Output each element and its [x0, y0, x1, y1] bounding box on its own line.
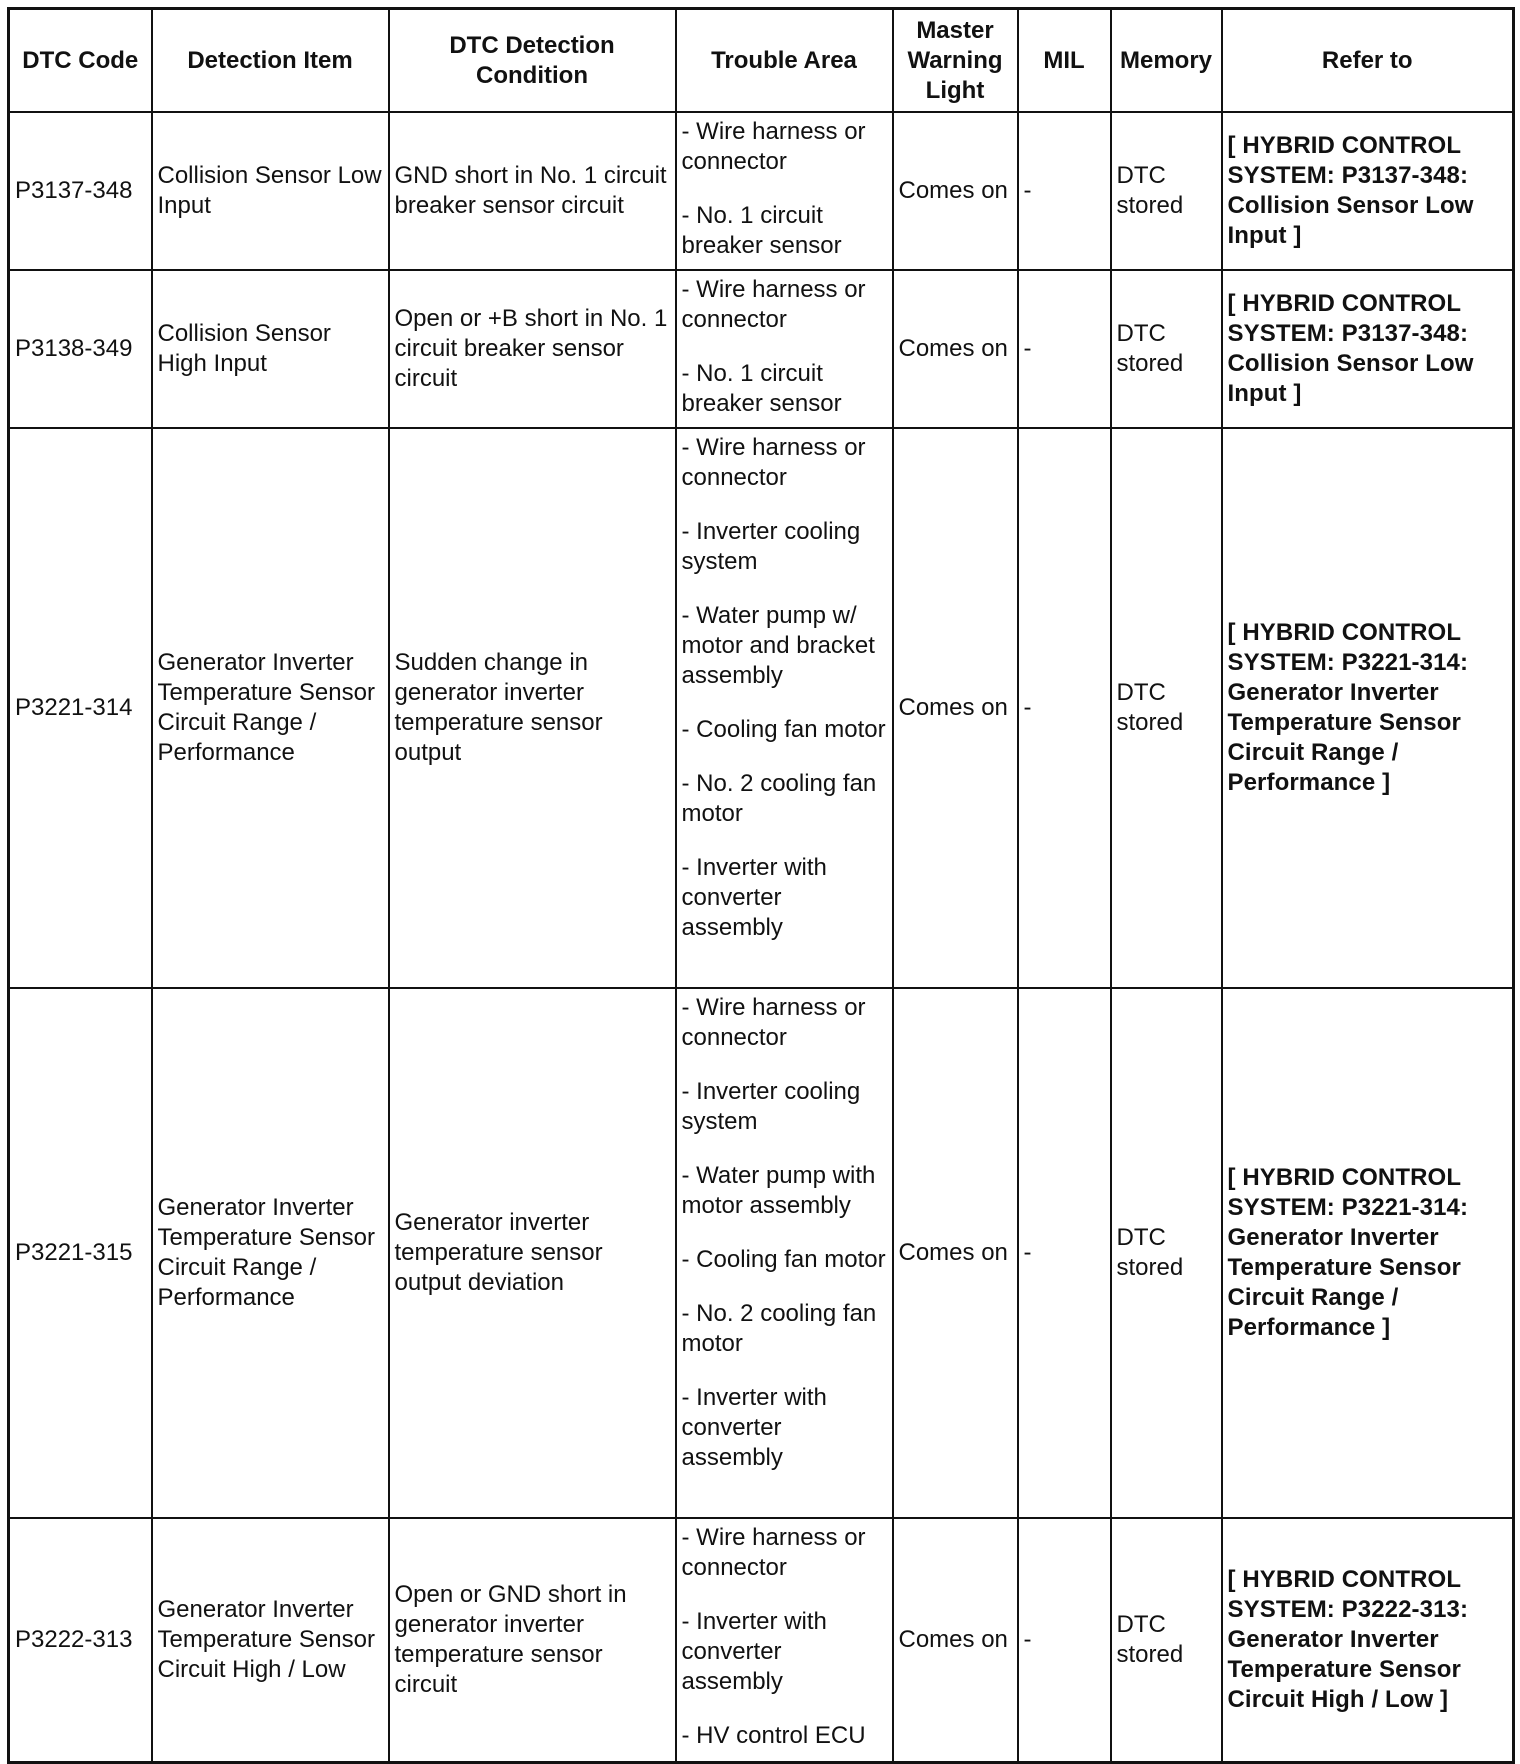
trouble-area-item: - Wire harness or connector [681, 994, 866, 1051]
detection-condition-cell: Generator inverter temperature sensor output deviation [389, 988, 676, 1518]
detection-condition-cell: Open or +B short in No. 1 circuit breaker sensor circuit [389, 270, 676, 428]
master-warning-cell: Comes on [893, 1518, 1018, 1762]
mil-cell: - [1018, 428, 1111, 988]
mil-cell: - [1018, 1518, 1111, 1762]
detection-item-cell: Collision Sensor High Input [152, 270, 389, 428]
master-warning-cell: Comes on [893, 270, 1018, 428]
header-detection-item: Detection Item [152, 9, 389, 113]
dtc-table [7, 7, 1515, 1764]
detection-condition-cell: Open or GND short in generator inverter temperature sensor circuit [389, 1518, 676, 1762]
trouble-area-item: - Inverter cooling system [681, 518, 861, 575]
trouble-area-item: - Inverter with converter assembly [681, 1608, 827, 1695]
trouble-area-item: - No. 2 cooling fan motor [681, 770, 877, 827]
dtc-code-cell: P3221-315 [9, 988, 152, 1518]
trouble-area-item: - Wire harness or connector [681, 276, 866, 333]
trouble-area-item: - No. 2 cooling fan motor [681, 1300, 877, 1357]
trouble-area-cell [676, 112, 893, 270]
header-row [9, 9, 1514, 113]
header-master-warning-light: Master Warning Light [893, 9, 1018, 113]
table-row [9, 1518, 1514, 1762]
trouble-area-item: - Wire harness or connector [681, 434, 866, 491]
header-trouble-area: Trouble Area [676, 9, 893, 113]
memory-cell: DTC stored [1111, 428, 1222, 988]
mil-cell: - [1018, 270, 1111, 428]
memory-cell: DTC stored [1111, 988, 1222, 1518]
master-warning-cell: Comes on [893, 428, 1018, 988]
detection-item-cell: Collision Sensor Low Input [152, 112, 389, 270]
memory-cell: DTC stored [1111, 112, 1222, 270]
trouble-area-item: - Cooling fan motor [681, 1246, 886, 1273]
memory-cell: DTC stored [1111, 1518, 1222, 1762]
header-memory: Memory [1111, 9, 1222, 113]
trouble-area-cell [676, 270, 893, 428]
table-row [9, 270, 1514, 428]
trouble-area-cell [676, 1518, 893, 1762]
trouble-area-item: - Water pump w/ motor and bracket assembly [681, 602, 875, 689]
dtc-code-cell: P3222-313 [9, 1518, 152, 1762]
trouble-area-item: - Water pump with motor assembly [681, 1162, 876, 1219]
mil-cell: - [1018, 112, 1111, 270]
header-refer-to: Refer to [1222, 9, 1514, 113]
table-row [9, 428, 1514, 988]
trouble-area-item: - No. 1 circuit breaker sensor [681, 202, 842, 259]
trouble-area-item: - Inverter with converter assembly [681, 1384, 827, 1471]
trouble-area-item: - Cooling fan motor [681, 716, 886, 743]
detection-condition-cell: GND short in No. 1 circuit breaker sensor circuit [389, 112, 676, 270]
trouble-area-item: - Inverter cooling system [681, 1078, 861, 1135]
refer-to-link[interactable]: [ HYBRID CONTROL SYSTEM: P3137-348: Collision Sensor Low Input ] [1222, 270, 1514, 428]
mil-cell: - [1018, 988, 1111, 1518]
refer-to-link[interactable]: [ HYBRID CONTROL SYSTEM: P3221-314: Generator Inverter Temperature Sensor Circuit Range / Performance ] [1222, 428, 1514, 988]
refer-to-link[interactable]: [ HYBRID CONTROL SYSTEM: P3221-314: Generator Inverter Temperature Sensor Circuit Range / Performance ] [1222, 988, 1514, 1518]
master-warning-cell: Comes on [893, 988, 1018, 1518]
dtc-code-cell: P3221-314 [9, 428, 152, 988]
trouble-area-cell [676, 428, 893, 988]
trouble-area-cell [676, 988, 893, 1518]
memory-cell: DTC stored [1111, 270, 1222, 428]
detection-item-cell: Generator Inverter Temperature Sensor Circuit High / Low [152, 1518, 389, 1762]
header-detection-condition: DTC Detection Condition [389, 9, 676, 113]
header-mil: MIL [1018, 9, 1111, 113]
trouble-area-item: - HV control ECU [681, 1722, 866, 1749]
trouble-area-item: - Wire harness or connector [681, 1524, 866, 1581]
header-dtc-code: DTC Code [9, 9, 152, 113]
dtc-code-cell: P3138-349 [9, 270, 152, 428]
detection-item-cell: Generator Inverter Temperature Sensor Circuit Range / Performance [152, 428, 389, 988]
table-row [9, 112, 1514, 270]
trouble-area-item: - No. 1 circuit breaker sensor [681, 360, 842, 417]
refer-to-link[interactable]: [ HYBRID CONTROL SYSTEM: P3222-313: Generator Inverter Temperature Sensor Circuit High / Low ] [1222, 1518, 1514, 1762]
refer-to-link[interactable]: [ HYBRID CONTROL SYSTEM: P3137-348: Collision Sensor Low Input ] [1222, 112, 1514, 270]
detection-condition-cell: Sudden change in generator inverter temperature sensor output [389, 428, 676, 988]
master-warning-cell: Comes on [893, 112, 1018, 270]
dtc-code-cell: P3137-348 [9, 112, 152, 270]
detection-item-cell: Generator Inverter Temperature Sensor Circuit Range / Performance [152, 988, 389, 1518]
table-row [9, 988, 1514, 1518]
trouble-area-item: - Inverter with converter assembly [681, 854, 827, 941]
trouble-area-item: - Wire harness or connector [681, 118, 866, 175]
